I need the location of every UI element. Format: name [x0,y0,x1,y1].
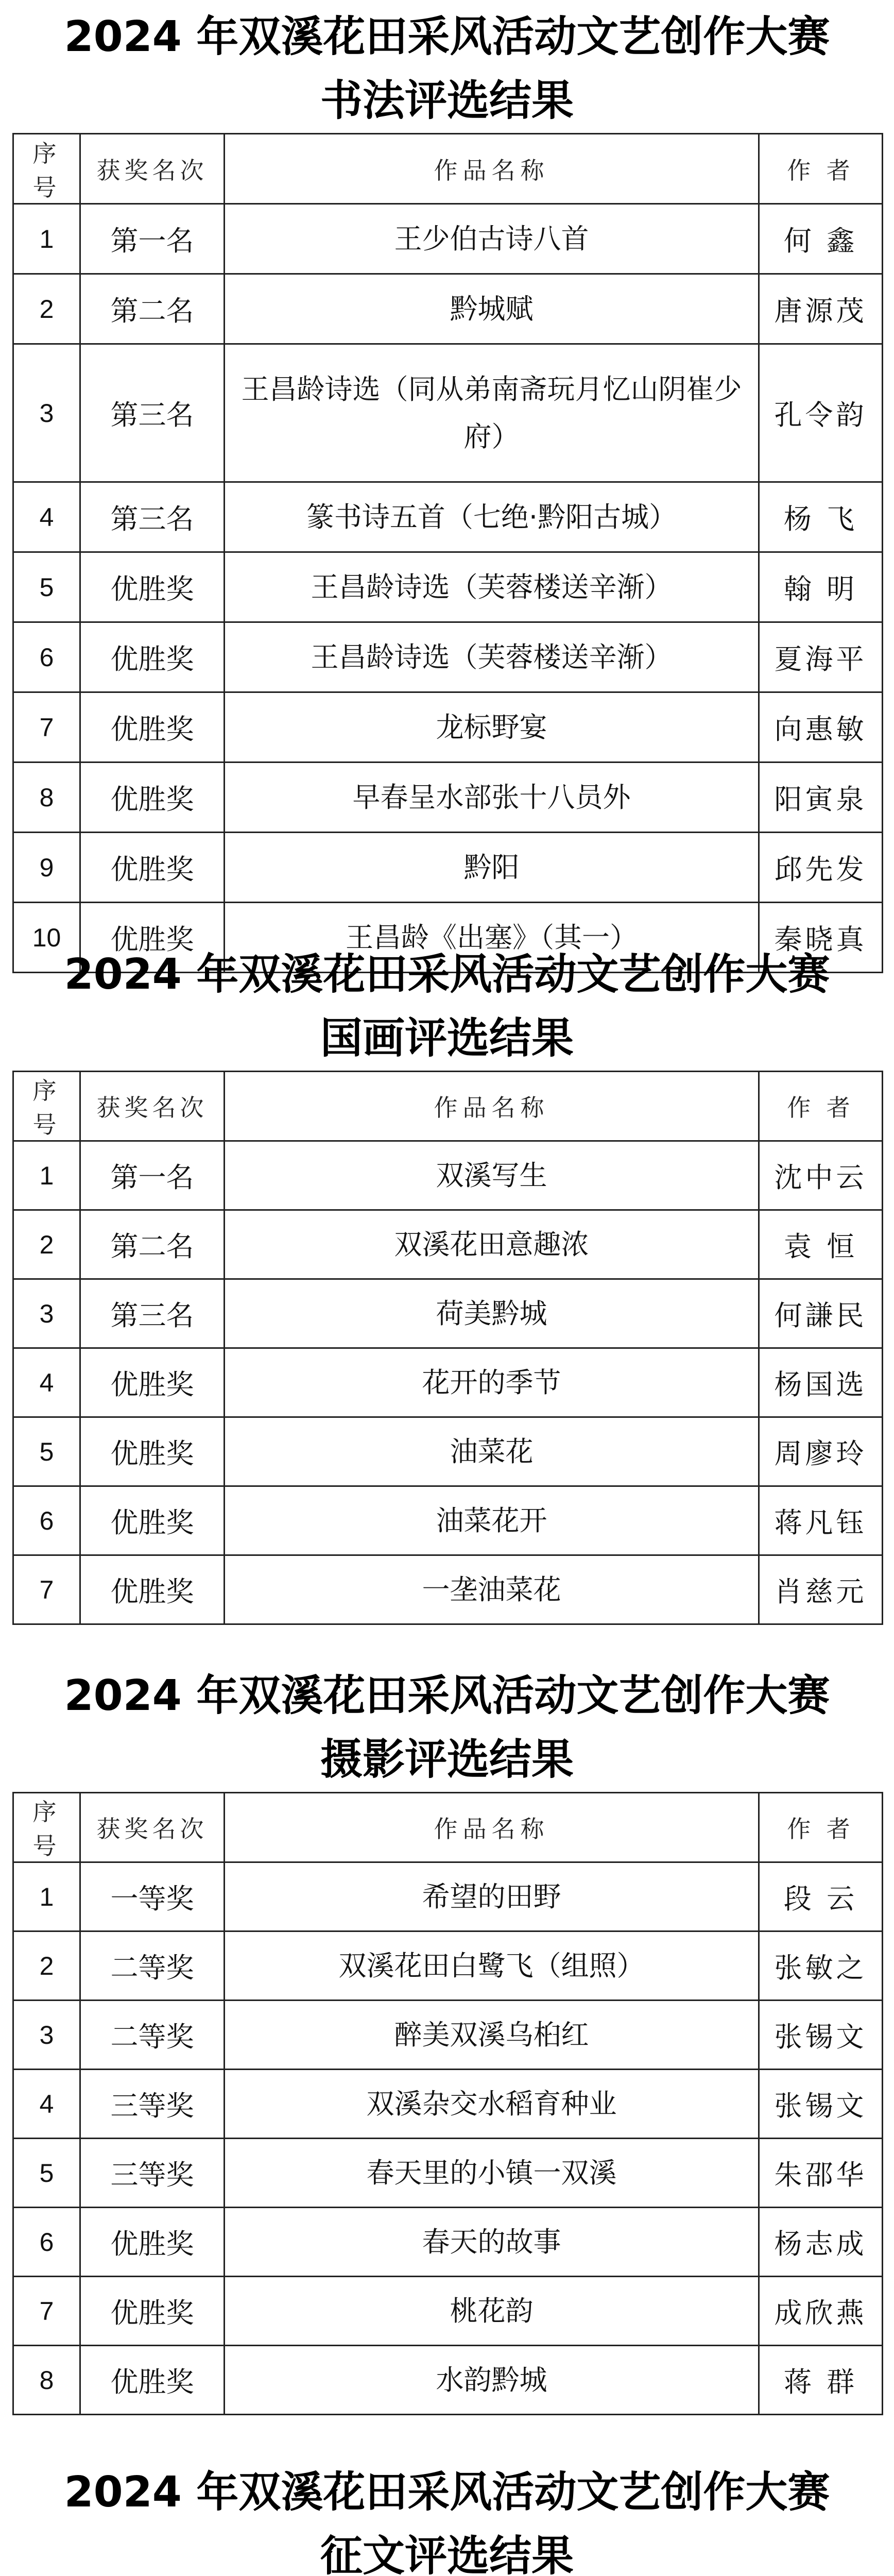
row-no: 7 [13,2277,80,2346]
row-author: 秦晓真 [759,903,883,973]
table-row [13,344,883,482]
row-award: 优胜奖 [80,692,225,762]
table-row [13,2139,883,2208]
table-row [13,2346,883,2415]
row-no: 2 [13,274,80,344]
row-award: 优胜奖 [80,2208,225,2277]
row-award: 优胜奖 [80,1348,225,1417]
section-title-line2: 国画评选结果 [320,1014,574,1063]
row-work: 黔城赋 [225,274,759,344]
table-row [13,552,883,622]
section-photography [0,1664,894,2415]
row-author: 张敏之 [759,1931,883,2001]
row-award: 二等奖 [80,2001,225,2070]
table-row [13,1931,883,2001]
row-no: 3 [13,344,80,482]
row-award: 第二名 [80,274,225,344]
row-work: 希望的田野 [225,1862,759,1931]
row-award: 第三名 [80,344,225,482]
table-row [13,2001,883,2070]
row-award: 第二名 [80,1210,225,1279]
row-no: 6 [13,2208,80,2277]
row-no: 1 [13,1862,80,1931]
row-award: 优胜奖 [80,622,225,692]
row-work: 黔阳 [225,833,759,903]
table-row [13,1555,883,1624]
row-author: 孔令韵 [759,344,883,482]
table-header-row [13,1072,883,1141]
section-essay [0,2461,894,2576]
table-header-row [13,134,883,204]
section-title-line2: 书法评选结果 [320,76,574,125]
row-work: 荷美黔城 [225,1279,759,1348]
section-title-line1: 2024 年双溪花田采风活动文艺创作大赛 [64,1671,830,1720]
section-title-line1: 2024 年双溪花田采风活动文艺创作大赛 [64,2468,830,2517]
header-no: 序号 [13,1072,80,1141]
row-no: 5 [13,552,80,622]
row-work: 双溪花田意趣浓 [225,1210,759,1279]
section-title-line1: 2024 年双溪花田采风活动文艺创作大赛 [64,950,830,999]
row-author: 杨 飞 [759,482,883,552]
row-award: 第三名 [80,482,225,552]
table-row [13,1486,883,1555]
table-header-row [13,1793,883,1862]
section-chinese-painting [0,943,894,1625]
row-author: 夏海平 [759,622,883,692]
table-row [13,482,883,552]
row-no: 2 [13,1931,80,2001]
row-no: 6 [13,622,80,692]
row-award: 优胜奖 [80,762,225,833]
table-row [13,204,883,274]
table-row [13,1279,883,1348]
row-author: 肖慈元 [759,1555,883,1624]
row-no: 9 [13,833,80,903]
row-no: 7 [13,1555,80,1624]
row-award: 优胜奖 [80,552,225,622]
row-no: 7 [13,692,80,762]
row-work: 油菜花开 [225,1486,759,1555]
header-work: 作品名称 [225,134,759,204]
table-row [13,1862,883,1931]
row-work: 水韵黔城 [225,2346,759,2415]
table-row [13,692,883,762]
row-author: 张锡文 [759,2070,883,2139]
row-author: 成欣燕 [759,2277,883,2346]
header-award: 获奖名次 [80,1072,225,1141]
table-row [13,833,883,903]
table-row [13,1210,883,1279]
row-work: 王昌龄诗选（芙蓉楼送辛渐） [225,552,759,622]
section-title-line2: 摄影评选结果 [320,1735,574,1784]
row-award: 优胜奖 [80,2277,225,2346]
row-author: 唐源茂 [759,274,883,344]
row-no: 3 [13,1279,80,1348]
row-author: 朱邵华 [759,2139,883,2208]
row-author: 杨志成 [759,2208,883,2277]
section-title-line1: 2024 年双溪花田采风活动文艺创作大赛 [64,12,830,61]
row-award: 优胜奖 [80,903,225,973]
row-award: 第一名 [80,204,225,274]
row-no: 3 [13,2001,80,2070]
header-author: 作 者 [759,134,883,204]
header-author: 作 者 [759,1072,883,1141]
row-no: 4 [13,2070,80,2139]
row-award: 优胜奖 [80,1486,225,1555]
row-no: 5 [13,2139,80,2208]
row-author: 沈中云 [759,1141,883,1210]
section-title-line2: 征文评选结果 [320,2532,574,2576]
header-award: 获奖名次 [80,134,225,204]
row-author: 何謙民 [759,1279,883,1348]
header-author: 作 者 [759,1793,883,1862]
row-author: 袁 恒 [759,1210,883,1279]
header-no: 序号 [13,1793,80,1862]
row-work: 一垄油菜花 [225,1555,759,1624]
row-author: 向惠敏 [759,692,883,762]
row-award: 第三名 [80,1279,225,1348]
row-no: 4 [13,1348,80,1417]
row-award: 优胜奖 [80,1555,225,1624]
row-author: 邱先发 [759,833,883,903]
row-work: 篆书诗五首（七绝·黔阳古城） [225,482,759,552]
section-calligraphy [0,5,894,973]
table-row [13,1141,883,1210]
results-table [12,1792,883,2415]
row-work: 早春呈水部张十八员外 [225,762,759,833]
row-work: 王昌龄诗选（芙蓉楼送辛渐） [225,622,759,692]
row-author: 张锡文 [759,2001,883,2070]
row-no: 2 [13,1210,80,1279]
row-no: 6 [13,1486,80,1555]
row-work: 桃花韵 [225,2277,759,2346]
row-work: 王少伯古诗八首 [225,204,759,274]
row-award: 优胜奖 [80,1417,225,1486]
table-row [13,762,883,833]
row-work: 醉美双溪乌桕红 [225,2001,759,2070]
row-award: 优胜奖 [80,833,225,903]
row-work: 王昌龄诗选（同从弟南斋玩月忆山阴崔少府） [225,344,759,482]
row-award: 三等奖 [80,2070,225,2139]
row-award: 优胜奖 [80,2346,225,2415]
row-author: 周廖玲 [759,1417,883,1486]
table-row [13,2070,883,2139]
row-work: 双溪杂交水稻育种业 [225,2070,759,2139]
table-row [13,2208,883,2277]
row-work: 双溪花田白鹭飞（组照） [225,1931,759,2001]
row-author: 蒋 群 [759,2346,883,2415]
row-award: 一等奖 [80,1862,225,1931]
table-row [13,1417,883,1486]
row-work: 春天里的小镇一双溪 [225,2139,759,2208]
table-row [13,2277,883,2346]
results-table [12,133,883,973]
row-award: 三等奖 [80,2139,225,2208]
row-author: 何 鑫 [759,204,883,274]
row-no: 1 [13,204,80,274]
row-author: 阳寅泉 [759,762,883,833]
row-no: 8 [13,762,80,833]
row-no: 5 [13,1417,80,1486]
row-no: 8 [13,2346,80,2415]
table-row [13,622,883,692]
row-no: 1 [13,1141,80,1210]
row-work: 龙标野宴 [225,692,759,762]
row-author: 翰 明 [759,552,883,622]
row-no: 4 [13,482,80,552]
header-award: 获奖名次 [80,1793,225,1862]
table-row [13,1348,883,1417]
results-table [12,1071,883,1625]
header-work: 作品名称 [225,1793,759,1862]
row-author: 杨国选 [759,1348,883,1417]
row-work: 双溪写生 [225,1141,759,1210]
row-work: 春天的故事 [225,2208,759,2277]
row-award: 二等奖 [80,1931,225,2001]
row-work: 花开的季节 [225,1348,759,1417]
row-author: 蒋凡钰 [759,1486,883,1555]
row-author: 段 云 [759,1862,883,1931]
row-no: 10 [13,903,80,973]
header-work: 作品名称 [225,1072,759,1141]
row-work: 王昌龄《出塞》（其一） [225,903,759,973]
row-award: 第一名 [80,1141,225,1210]
row-work: 油菜花 [225,1417,759,1486]
table-row [13,274,883,344]
header-no: 序号 [13,134,80,204]
